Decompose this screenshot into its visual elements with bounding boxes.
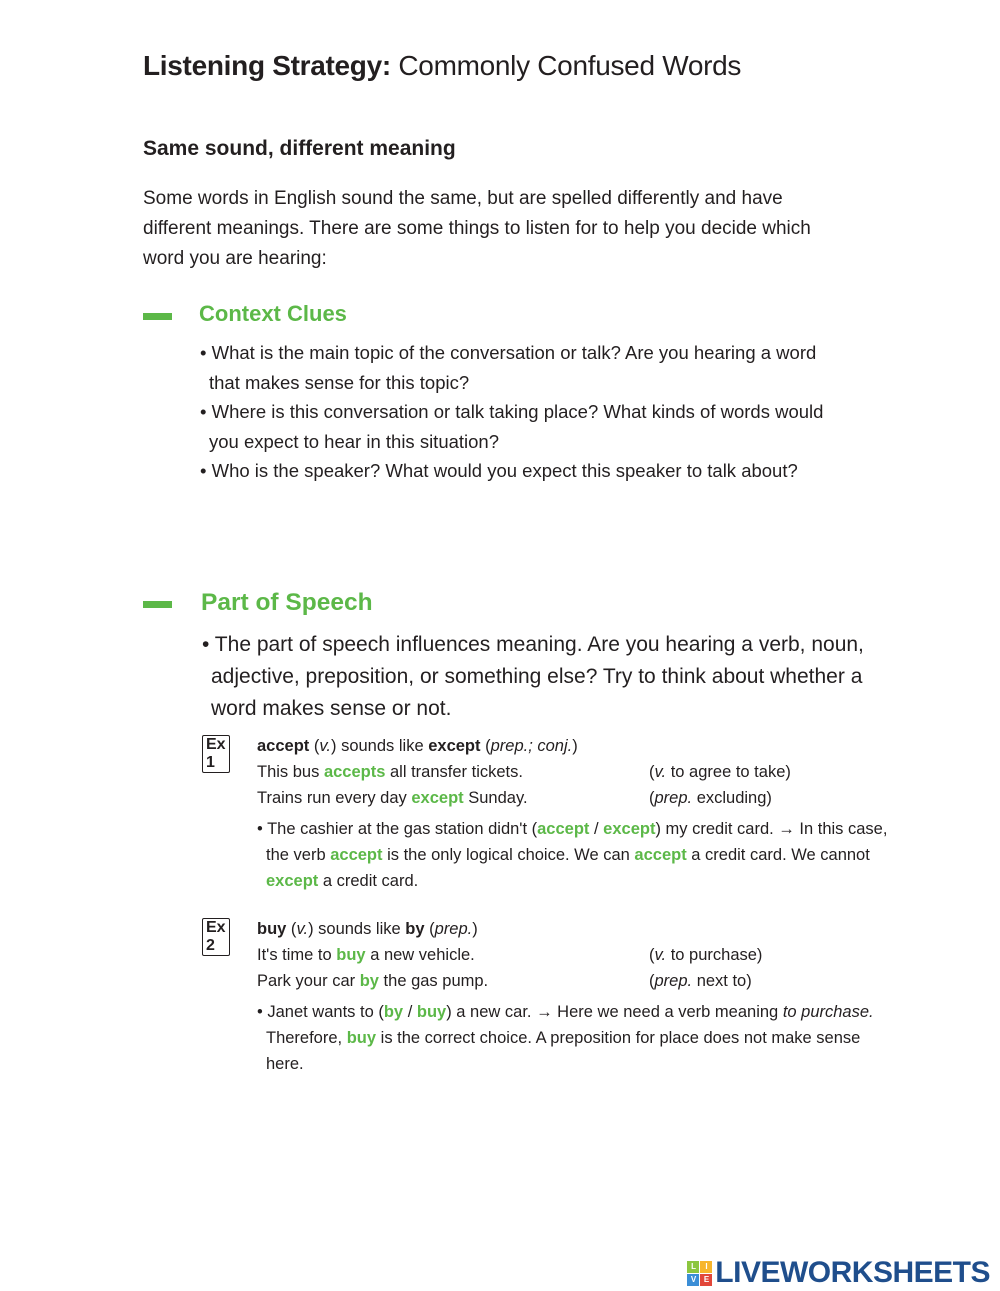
text-segment: to purchase. [782,1003,874,1021]
highlighted-word: buy [346,1029,377,1047]
text-segment: Trains run every day [257,789,412,807]
example-label: Ex 1 [202,735,230,773]
example-explanation-line [257,999,874,1025]
intro-paragraph: Some words in English sound the same, but are spelled differently and have different meanings. There are some things to listen for to help you decide which word you are hearing: [143,188,811,269]
text-segment: prep. [654,972,693,990]
text-segment: excluding) [692,789,772,807]
text-segment: ( [649,763,655,781]
example-sentence [257,759,887,785]
page-title: Listening Strategy: Commonly Confused Words [143,50,742,81]
text-segment: v. [319,737,331,755]
text-segment: prep. [434,920,473,938]
text-segment: This bus [257,763,324,781]
text-segment: ) a new car. → Here we need a verb meaning [446,1003,783,1021]
text-segment: ( [309,737,320,755]
example-sentence [257,942,874,968]
text-segment: • Janet wants to ( [257,1003,384,1021]
text-segment: buy [257,920,287,938]
context-clues-heading: Context Clues [199,301,347,326]
text-segment: a credit card. [318,872,419,890]
example-explanation-line [257,1051,874,1077]
highlighted-word: accept [537,820,590,838]
part-of-speech-heading: Part of Speech [201,589,373,616]
highlighted-word: by [359,972,379,990]
text-segment: Sunday. [463,789,528,807]
example-gloss [649,968,752,994]
text-segment: ( [480,737,491,755]
text-segment: except [428,737,481,755]
text-segment: the gas pump. [378,972,489,990]
highlighted-word: except [603,820,656,838]
example-explanation-line [257,868,887,894]
text-segment: all transfer tickets. [385,763,523,781]
text-segment: ( [649,946,655,964]
example-explanation-line [257,1025,874,1051]
example-body [257,733,887,894]
text-segment: v. [654,763,667,781]
example-gloss [649,942,762,968]
text-segment: • The cashier at the gas station didn't ( [257,820,538,838]
text-segment: / [403,1003,417,1021]
section-subtitle: Same sound, different meaning [143,137,456,160]
text-segment: the verb [266,846,331,864]
text-segment: ( [424,920,435,938]
highlighted-word: accept [330,846,383,864]
context-clues-list: • What is the main topic of the conversation or talk? Are you hearing a word that makes sense for this topic? • Where is this conversation or talk taking place? What kinds of words would you expect to hear in this situation? • Who is the speaker? What would you expect this speaker to talk about? [200,342,824,481]
text-segment: v. [296,920,309,938]
example-explanation-line [257,816,887,842]
part-of-speech-list: • The part of speech influences meaning. Are you hearing a verb, noun, adjective, preposition, or something else? Try to think about whether a word makes sense or not. [202,633,864,720]
example-header [257,916,874,942]
text-segment: ) sounds like [331,737,429,755]
text-segment: ( [286,920,297,938]
liveworksheets-logo: L I V E LIVEWORKSHEETS [687,1256,990,1290]
example-label: Ex 2 [202,918,230,956]
text-segment: accept [257,737,310,755]
text-segment: ) [472,920,478,938]
text-segment: is the correct choice. A preposition for place does not make sense [376,1029,861,1047]
text-segment: next to) [692,972,752,990]
example-sentence [257,785,887,811]
text-segment: Therefore, [266,1029,347,1047]
section-marker-bar [143,313,172,320]
text-segment: / [589,820,604,838]
text-segment: to agree to take) [666,763,791,781]
example-gloss [649,785,772,811]
text-segment: here. [266,1055,304,1073]
text-segment: prep.; conj. [490,737,573,755]
highlighted-word: except [266,872,319,890]
example-gloss [649,759,791,785]
text-segment: a new vehicle. [365,946,475,964]
highlighted-word: buy [416,1003,447,1021]
example-header [257,733,887,759]
text-segment: v. [654,946,667,964]
text-segment: prep. [654,789,693,807]
text-segment: It's time to [257,946,337,964]
logo-cube-icon: L I V E [687,1261,712,1286]
highlighted-word: accept [634,846,687,864]
example-body [257,916,874,1077]
highlighted-word: buy [336,946,366,964]
text-segment: ) [572,737,578,755]
text-segment: ( [649,972,655,990]
text-segment: ( [649,789,655,807]
text-segment: Park your car [257,972,360,990]
section-marker-bar [143,601,172,608]
text-segment: is the only logical choice. We can [382,846,635,864]
text-segment: by [405,920,425,938]
highlighted-word: accepts [323,763,386,781]
example-sentence [257,968,874,994]
text-segment: to purchase) [666,946,763,964]
text-segment: a credit card. We cannot [686,846,870,864]
highlighted-word: by [383,1003,404,1021]
example-explanation-line [257,842,887,868]
text-segment: ) sounds like [308,920,406,938]
highlighted-word: except [411,789,464,807]
text-segment: ) my credit card. → In this case, [655,820,888,838]
